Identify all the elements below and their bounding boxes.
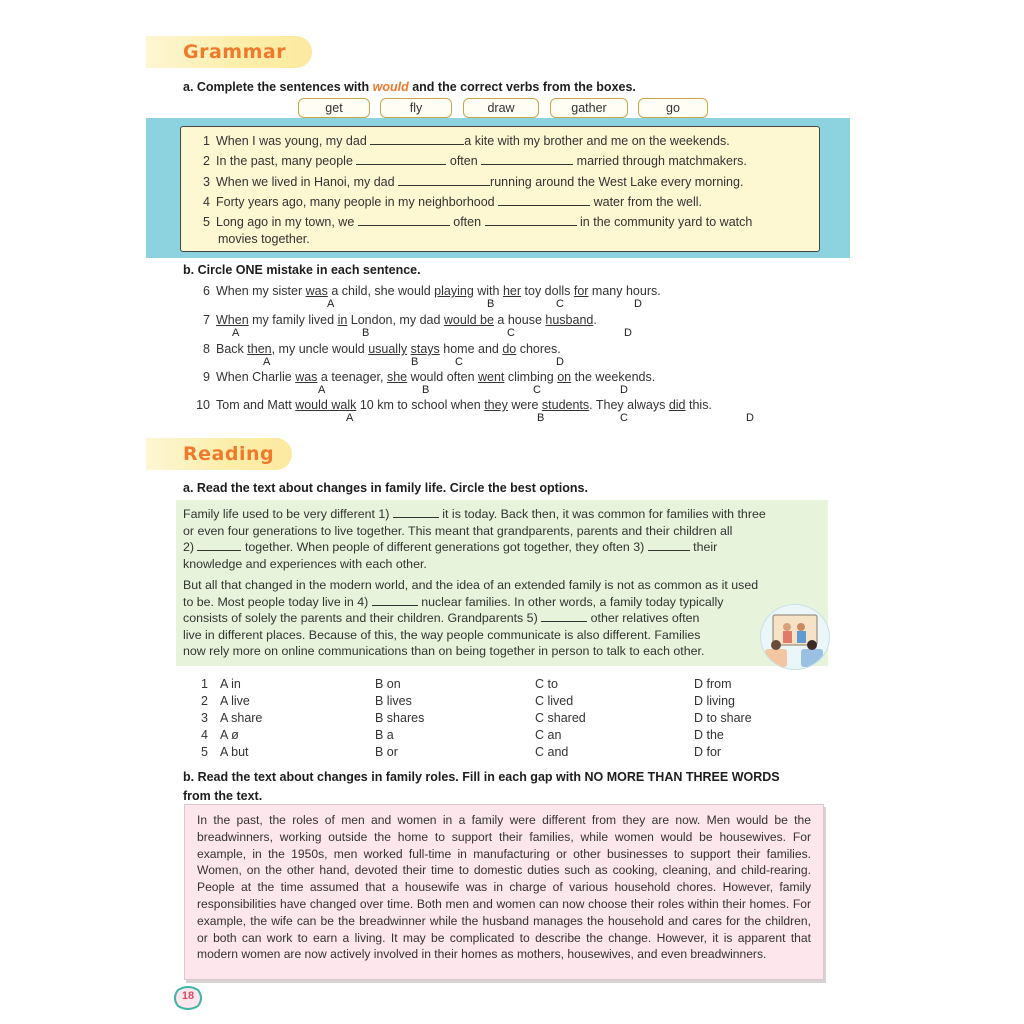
reading-b-instruction-line-1: b. Read the text about changes in family roles. Fill in each gap with NO MORE THAN THREE WORDS — [183, 770, 780, 784]
grammar-a-instruction — [183, 80, 636, 94]
option-d-word[interactable]: do — [502, 342, 517, 356]
option-2c[interactable]: C lived — [535, 694, 574, 708]
option-3b[interactable]: B shares — [375, 711, 425, 725]
letter-label-c: C — [556, 298, 564, 310]
reading-a-instruction: a. Read the text about changes in family life. Circle the best options. — [183, 481, 588, 495]
option-1d[interactable]: D from — [694, 677, 732, 691]
option-b-word[interactable]: in — [337, 313, 348, 327]
sentence-text: my family lived — [248, 313, 338, 327]
exercise-line-2 — [194, 154, 747, 168]
letter-label-c: C — [507, 327, 515, 339]
option-row-5-num: 5 — [201, 745, 208, 759]
instruction-text: and the correct verbs from the boxes. — [408, 80, 636, 94]
blank-gap[interactable] — [481, 155, 573, 165]
exercise-line-1 — [194, 134, 730, 148]
item-number: 6 — [203, 284, 210, 298]
exercise-line-5 — [194, 215, 752, 229]
letter-label-c: C — [620, 412, 628, 424]
letter-label-a: A — [327, 298, 335, 310]
sentence-text: When I was young, my dad — [216, 134, 367, 148]
sentence-text: 10 km to school when — [356, 398, 485, 412]
mistake-line-10 — [194, 398, 712, 412]
exercise-line-4 — [194, 195, 702, 209]
word-box-draw: draw — [463, 98, 539, 118]
option-2a[interactable]: A live — [220, 694, 250, 708]
text-line: knowledge and experiences with each other. — [183, 556, 427, 571]
sentence-text: chores. — [516, 342, 561, 356]
letter-label-a: A — [346, 412, 354, 424]
text-line — [183, 594, 763, 611]
sentence-text: Tom and Matt — [216, 398, 296, 412]
sentence-text: a kite with my brother and me on the weekends. — [464, 134, 730, 148]
letter-label-c: C — [455, 356, 463, 368]
sentence-text: Long ago in my town, we — [216, 215, 355, 229]
option-a-word[interactable]: would walk — [295, 398, 357, 412]
letter-label-b: B — [487, 298, 495, 310]
letter-label-a: A — [263, 356, 271, 368]
sentence-text: home and — [439, 342, 503, 356]
exercise-line-3 — [194, 175, 743, 189]
sentence-text: a teenager, — [317, 370, 387, 384]
item-number: 3 — [203, 175, 210, 189]
sentence-text: , my uncle would — [271, 342, 369, 356]
item-number: 2 — [203, 154, 210, 168]
text: nuclear families. In other words, a family today typically — [421, 594, 724, 609]
instruction-emphasis: would — [372, 80, 409, 94]
instruction-text: a. Complete the sentences with — [183, 80, 373, 94]
word-box-get: get — [298, 98, 370, 118]
option-c-word[interactable]: would be — [443, 313, 494, 327]
sentence-text: When we lived in Hanoi, my dad — [216, 175, 395, 189]
text-line — [183, 539, 811, 556]
option-d-word[interactable]: did — [668, 398, 686, 412]
blank-gap[interactable] — [372, 596, 418, 606]
letter-label-b: B — [411, 356, 419, 368]
mistake-line-6 — [194, 284, 661, 298]
exercise-line-5-cont: movies together. — [218, 232, 310, 246]
blank-gap[interactable] — [648, 541, 690, 551]
family-video-call-icon — [761, 605, 830, 670]
option-c-word[interactable]: went — [478, 370, 505, 384]
letter-label-a: A — [318, 384, 326, 396]
blank-gap[interactable] — [541, 612, 587, 622]
blank-gap[interactable] — [498, 196, 590, 206]
item-number: 8 — [203, 342, 210, 356]
text-line: But all that changed in the modern world, and the idea of an extended family is not as common as it used — [183, 578, 759, 592]
item-number: 7 — [203, 313, 210, 327]
option-3a[interactable]: A share — [220, 711, 263, 725]
sentence-text: water from the well. — [593, 195, 702, 209]
grammar-b-instruction: b. Circle ONE mistake in each sentence. — [183, 263, 421, 277]
option-1c[interactable]: C to — [535, 677, 558, 691]
mistake-line-9 — [194, 370, 655, 384]
letter-label-a: A — [232, 327, 240, 339]
sentence-text: Forty years ago, many people in my neighborhood — [216, 195, 495, 209]
sentence-text: . — [593, 313, 597, 327]
sentence-text: London, my dad — [347, 313, 444, 327]
letter-label-b: B — [537, 412, 545, 424]
option-5b[interactable]: B or — [375, 745, 398, 759]
sentence-text: often — [449, 154, 478, 168]
sentence-text: in the community yard to watch — [580, 215, 753, 229]
option-5a[interactable]: A but — [220, 745, 249, 759]
text: it is today. Back then, it was common for families with three — [442, 507, 766, 521]
sentence-text: . They always — [589, 398, 669, 412]
sentence-text: running around the West Lake every morning. — [490, 175, 744, 189]
passage-1-paragraph-2 — [183, 577, 811, 660]
item-number: 5 — [203, 215, 210, 229]
sentence-text: would often — [407, 370, 478, 384]
option-4b[interactable]: B a — [375, 728, 394, 742]
option-4d[interactable]: D the — [694, 728, 724, 742]
blank-gap[interactable] — [358, 216, 450, 226]
option-b-word[interactable]: usually — [368, 342, 408, 356]
option-c-word[interactable]: stays — [410, 342, 440, 356]
letter-label-d: D — [746, 412, 754, 424]
option-2d[interactable]: D living — [694, 694, 735, 708]
option-4a[interactable]: A ø — [220, 728, 239, 742]
sentence-text: married through matchmakers. — [576, 154, 747, 168]
passage-2-text: In the past, the roles of men and women in a family were different from they are now. Men would be the breadwinners, working outside the home to support their families, while women would be housewives. For example, in the 1950s, men worked full-time in manufacturing or other businesses to support their families. Women, on the other hand, devoted their time to domestic duties such as cooking, cleaning, and child-rearing. People at the time assumed that a housewife was in charge of various household chores. However, family responsibilities have changed over time. Both men and women can now choose their roles within their homes. For example, the wife can be the breadwinner while the husband manages the household and cares for the children, or both can work to earn a living. It may be complicated to describe the change. However, it is apparent that modern women are now actively involved in their homes as mothers, housewives, and even breadwinners. — [197, 813, 811, 962]
option-row-3-num: 3 — [201, 711, 208, 725]
sentence-text: this. — [685, 398, 712, 412]
sentence-text: Back — [216, 342, 248, 356]
item-number: 1 — [203, 134, 210, 148]
text: consists of solely the parents and their children. Grandparents 5) — [183, 611, 538, 626]
letter-label-d: D — [620, 384, 628, 396]
page-number: 18 — [181, 990, 195, 1002]
option-1b[interactable]: B on — [375, 677, 401, 691]
sentence-text: When Charlie — [216, 370, 296, 384]
option-a-word[interactable]: When — [216, 313, 249, 327]
sentence-text: a child, she would — [327, 284, 435, 298]
text-line: now rely more on online communications than on being together in person to talk to each other. — [183, 644, 705, 659]
text: other relatives often — [590, 611, 700, 626]
sentence-text: many hours. — [588, 284, 661, 298]
sentence-text: with — [473, 284, 503, 298]
option-1a[interactable]: A in — [220, 677, 241, 691]
item-number: 10 — [196, 398, 210, 412]
mistake-line-7 — [194, 313, 597, 327]
option-row-4-num: 4 — [201, 728, 208, 742]
option-3d[interactable]: D to share — [694, 711, 752, 725]
text-line: or even four generations to live together. This meant that grandparents, parents and their children all — [183, 523, 733, 538]
letter-label-c: C — [533, 384, 541, 396]
item-number: 9 — [203, 370, 210, 384]
family-video-call-illustration — [760, 604, 830, 670]
option-row-2-num: 2 — [201, 694, 208, 708]
option-5c[interactable]: C and — [535, 745, 569, 759]
option-b-word[interactable]: playing — [434, 284, 474, 298]
word-box-go: go — [638, 98, 708, 118]
text-line — [183, 610, 753, 627]
sentence-text: When my sister — [216, 284, 306, 298]
letter-label-d: D — [634, 298, 642, 310]
item-number: 4 — [203, 195, 210, 209]
option-a-word[interactable]: was — [295, 370, 318, 384]
blank-gap[interactable] — [398, 176, 490, 186]
option-d-word[interactable]: husband — [545, 313, 594, 327]
sentence-text: were — [507, 398, 542, 412]
blank-gap[interactable] — [356, 155, 446, 165]
text: their — [693, 540, 718, 555]
option-c-word[interactable]: her — [502, 284, 522, 298]
option-2b[interactable]: B lives — [375, 694, 412, 708]
letter-label-b: B — [362, 327, 370, 339]
letter-label-d: D — [556, 356, 564, 368]
reading-title: Reading — [183, 443, 275, 465]
word-box-gather: gather — [550, 98, 628, 118]
mistake-line-8 — [194, 342, 561, 356]
option-row-1-num: 1 — [201, 677, 208, 691]
text: Family life used to be very different 1) — [183, 507, 390, 521]
text: to be. Most people today live in 4) — [183, 594, 369, 609]
word-box-fly: fly — [380, 98, 452, 118]
blank-gap[interactable] — [370, 135, 464, 145]
option-a-word[interactable]: was — [305, 284, 328, 298]
sentence-text: In the past, many people — [216, 154, 353, 168]
option-b-word[interactable]: she — [386, 370, 408, 384]
reading-b-instruction-line-2: from the text. — [183, 789, 263, 803]
option-d-word[interactable]: on — [557, 370, 572, 384]
option-b-word[interactable]: they — [484, 398, 508, 412]
blank-gap[interactable] — [197, 541, 241, 551]
sentence-text: a house — [493, 313, 546, 327]
sentence-text: toy dolls — [521, 284, 574, 298]
blank-gap[interactable] — [393, 508, 439, 518]
option-a-word[interactable]: then — [247, 342, 272, 356]
text: 2) — [183, 540, 195, 555]
option-3c[interactable]: C shared — [535, 711, 586, 725]
letter-label-b: B — [422, 384, 430, 396]
sentence-text: the weekends. — [571, 370, 656, 384]
letter-label-d: D — [624, 327, 632, 339]
sentence-text: climbing — [504, 370, 558, 384]
grammar-title: Grammar — [183, 41, 287, 63]
sentence-text: often — [453, 215, 482, 229]
passage-1-paragraph-1 — [183, 506, 811, 572]
option-5d[interactable]: D for — [694, 745, 722, 759]
option-c-word[interactable]: students — [541, 398, 590, 412]
option-4c[interactable]: C an — [535, 728, 562, 742]
text-line — [183, 506, 811, 523]
text: together. When people of different generations got together, they often 3) — [244, 540, 645, 555]
option-d-word[interactable]: for — [573, 284, 589, 298]
text-line: live in different places. Because of this, the way people communicate is also different. Families — [183, 627, 701, 642]
blank-gap[interactable] — [485, 216, 577, 226]
